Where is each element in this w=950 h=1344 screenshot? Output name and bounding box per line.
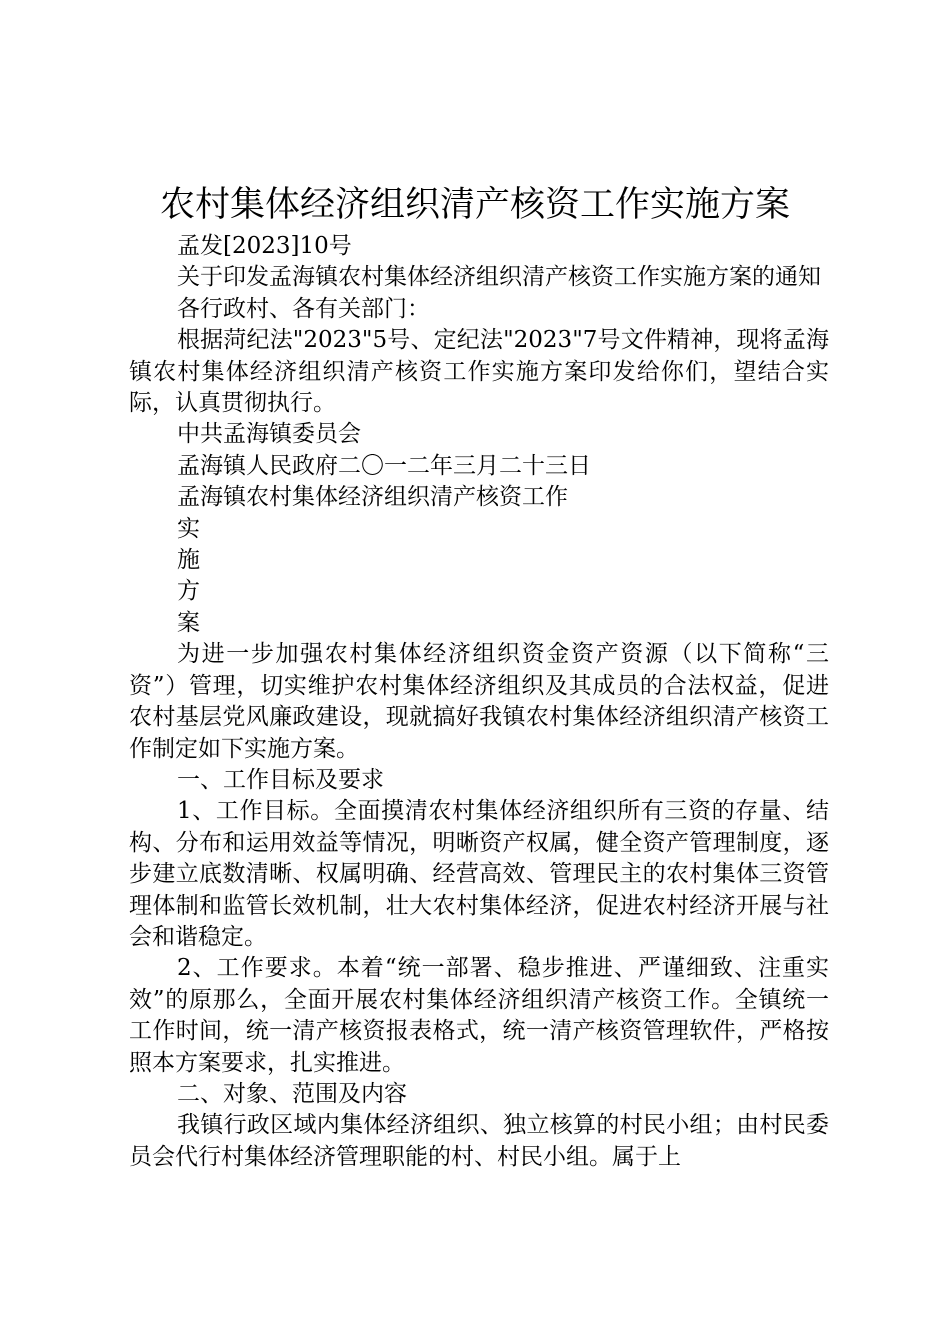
vertical-char: 施 <box>177 547 200 574</box>
document-title: 农村集体经济组织清产核资工作实施方案 <box>159 185 790 225</box>
purpose-paragraph: 为进一步加强农村集体经济组织资金资产资源（以下简称“三资”）管理，切实维护农村集体经济组织及其成员的合法权益，促进农村基层党风廉政建设，现就搞好我镇农村集体经济组织清产核资工作制定如下实施方案。 <box>129 641 829 762</box>
intro-paragraph: 根据菏纪法"2023"5号、定纪法"2023"7号文件精神，现将孟海镇农村集体经济组织清产核资工作实施方案印发给你们，望结合实际，认真贯彻执行。 <box>129 327 829 417</box>
vertical-char: 案 <box>177 609 200 636</box>
vertical-char: 方 <box>177 578 200 605</box>
document-body <box>129 231 829 1173</box>
section-heading-1: 一、工作目标及要求 <box>177 766 384 793</box>
addressee: 各行政村、各有关部门： <box>177 295 430 322</box>
notice-heading: 关于印发孟海镇农村集体经济组织清产核资工作实施方案的通知 <box>177 264 821 291</box>
issuer-government-date: 孟海镇人民政府二〇一二年三月二十三日 <box>177 452 591 479</box>
vertical-subtitle <box>129 514 829 640</box>
work-goal-paragraph: 1、工作目标。全面摸清农村集体经济组织所有三资的存量、结构、分布和运用效益等情况，明晰资产权属，健全资产管理制度，逐步建立底数清晰、权属明确、经营高效、管理民主的农村集体三资管理体制和监管长效机制，壮大农村集体经济，促进农村经济开展与社会和谐稳定。 <box>129 798 829 950</box>
issuer-party-committee: 中共孟海镇委员会 <box>177 421 361 448</box>
section-heading-2: 二、对象、范围及内容 <box>177 1080 407 1107</box>
plan-subtitle: 孟海镇农村集体经济组织清产核资工作 <box>177 484 568 511</box>
vertical-char: 实 <box>177 515 200 542</box>
work-requirement-paragraph: 2、工作要求。本着“统一部署、稳步推进、严谨细致、注重实效”的原那么，全面开展农村集体经济组织清产核资工作。全镇统一工作时间，统一清产核资报表格式，统一清产核资管理软件，严格按照本方案要求，扎实推进。 <box>129 955 829 1076</box>
document-number: 孟发[2023]10号 <box>177 233 352 259</box>
scope-paragraph: 我镇行政区域内集体经济组织、独立核算的村民小组；由村民委员会代行村集体经济管理职能的村、村民小组。属于上 <box>129 1112 829 1170</box>
